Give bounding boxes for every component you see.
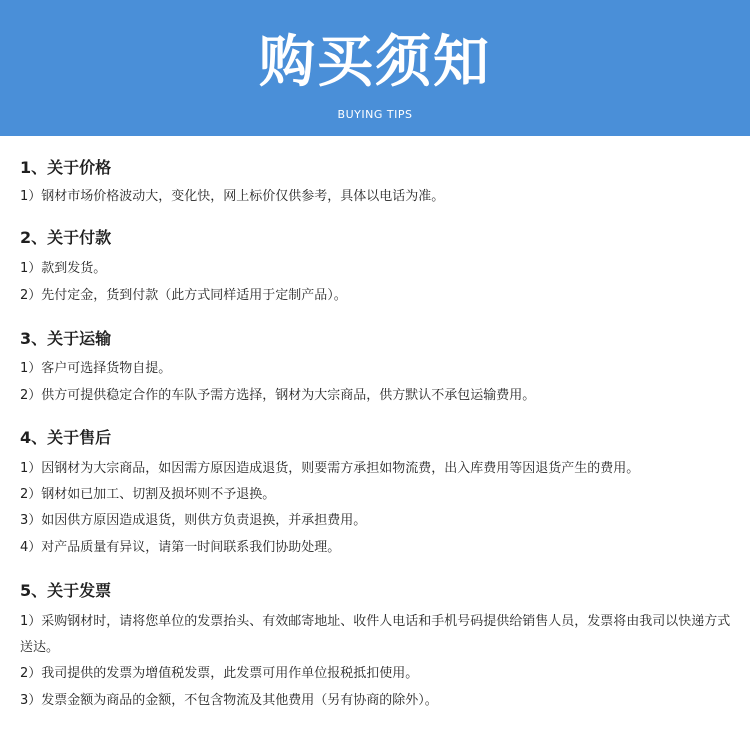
- shipping-item-2: 2）供方可提供稳定合作的车队予需方选择，钢材为大宗商品，供方默认不承包运输费用。: [20, 388, 536, 403]
- payment-item-2: 2）先付定金，货到付款（此方式同样适用于定制产品）。: [20, 288, 347, 303]
- header-banner: [0, 0, 750, 136]
- shipping-item-1: 1）客户可选择货物自提。: [20, 361, 172, 376]
- after-sales-item-3: 3）如因供方原因造成退货，则供方负责退换，并承担费用。: [20, 513, 367, 528]
- page-subtitle: BUYING TIPS: [337, 108, 413, 121]
- page-title: 购买须知: [259, 30, 491, 95]
- invoice-item-3: 3）发票金额为商品的金额，不包含物流及其他费用（另有协商的除外）。: [20, 693, 438, 708]
- section-title-after-sales: 4、关于售后: [20, 428, 112, 447]
- section-title-price: 1、关于价格: [20, 158, 112, 177]
- invoice-item-2: 2）我司提供的发票为增值税发票，此发票可用作单位报税抵扣使用。: [20, 666, 419, 681]
- payment-item-1: 1）款到发货。: [20, 261, 107, 276]
- after-sales-item-1: 1）因钢材为大宗商品，如因需方原因造成退货，则要需方承担如物流费，出入库费用等因退货产生的费用。: [20, 461, 640, 476]
- after-sales-item-2: 2）钢材如已加工、切割及损坏则不予退换。: [20, 487, 276, 502]
- after-sales-item-4: 4）对产品质量有异议，请第一时间联系我们协助处理。: [20, 540, 341, 555]
- section-title-shipping: 3、关于运输: [20, 329, 112, 348]
- price-item-1: 1）钢材市场价格波动大，变化快，网上标价仅供参考，具体以电话为准。: [20, 189, 445, 204]
- invoice-item-1: 1）采购钢材时，请将您单位的发票抬头、有效邮寄地址、收件人电话和手机号码提供给销售人员，发票将由我司以快递方式送达。: [20, 614, 731, 655]
- section-title-payment: 2、关于付款: [20, 228, 112, 247]
- section-title-invoice: 5、关于发票: [20, 581, 112, 600]
